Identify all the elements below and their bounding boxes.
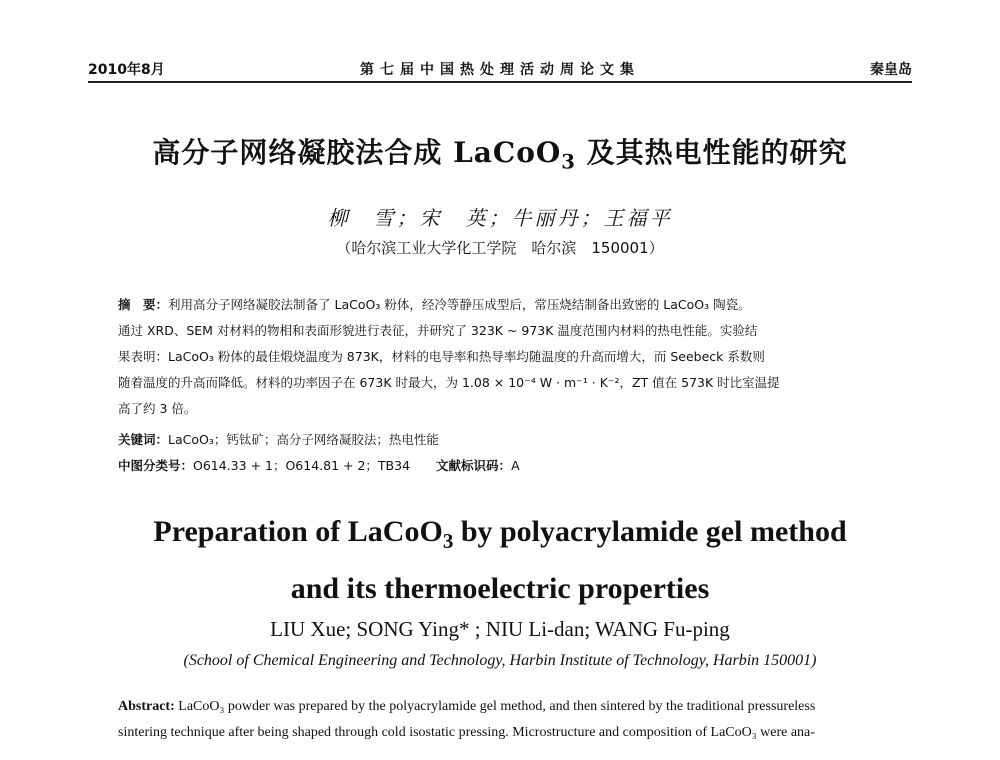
running-header — [88, 59, 912, 83]
chinese-title-subscript: 3 — [561, 150, 576, 174]
doccode-label: 文献标识码： — [436, 458, 512, 473]
classification-label: 中图分类号： — [118, 458, 194, 473]
chinese-abstract-line: 随着温度的升高而降低。材料的功率因子在 673K 时最大，为 1.08 × 10⁻⁴ W · m⁻¹ · K⁻²，ZT 值在 573K 时比室温提 — [118, 375, 780, 390]
chinese-abstract — [118, 292, 890, 422]
english-title-subscript: 3 — [442, 529, 454, 553]
english-abstract — [118, 694, 890, 746]
chinese-abstract-line: 摘 要：利用高分子网络凝胶法制备了 LaCoO₃ 粉体，经冷等静压成型后，常压烧结制备出致密的 LaCoO₃ 陶瓷。 — [118, 297, 751, 312]
english-abstract-line: Abstract: LaCoO₃ powder was prepared by the polyacrylamide gel method, and then sintered by the traditional pressureless — [118, 699, 816, 714]
english-abstract-label: Abstract: — [118, 699, 175, 714]
doccode-value: A — [511, 458, 520, 473]
header-date: 2010年8月 — [88, 62, 165, 78]
classification-value: O614.33 + 1；O614.81 + 2；TB34 — [193, 458, 411, 473]
classification-line — [118, 456, 520, 474]
chinese-abstract-label: 摘 要： — [118, 297, 169, 312]
header-location: 秦皇岛 — [870, 62, 912, 78]
chinese-abstract-line: 通过 XRD、SEM 对材料的物相和表面形貌进行表征，并研究了 323K ~ 973K 温度范围内材料的热电性能。实验结 — [118, 323, 758, 338]
keywords-value: LaCoO₃；钙钛矿；高分子网络凝胶法；热电性能 — [168, 432, 439, 447]
header-proceedings-title: 第七届中国热处理活动周论文集 — [360, 62, 640, 78]
english-abstract-line: sintering technique after being shaped through cold isostatic pressing. Microstructure and composition of LaCoO₃ were ana- — [118, 725, 815, 740]
english-title — [0, 508, 1000, 613]
english-title-line1: Preparation of LaCoO$_3$ by polyacrylamide gel method — [153, 515, 847, 553]
keywords-label: 关键词： — [118, 432, 169, 447]
chinese-title — [0, 131, 1000, 174]
chinese-title-pre: 高分子网络凝胶法合成 LaCoO — [152, 136, 562, 169]
chinese-authors: 柳 雪；宋 英；牛丽丹；王福平 — [327, 206, 673, 230]
chinese-abstract-line: 果表明：LaCoO₃ 粉体的最佳煅烧温度为 873K，材料的电导率和热导率均随温度的升高而增大，而 Seebeck 系数则 — [118, 349, 765, 364]
chinese-affiliation: （哈尔滨工业大学化工学院 哈尔滨 150001） — [336, 239, 664, 257]
english-authors: LIU Xue; SONG Ying* ; NIU Li-dan; WANG Fu-ping — [270, 617, 730, 641]
chinese-title-post: 及其热电性能的研究 — [575, 136, 848, 169]
english-title-line2: and its thermoelectric properties — [290, 572, 710, 605]
english-affiliation: (School of Chemical Engineering and Technology, Harbin Institute of Technology, Harbin 150001) — [183, 652, 817, 669]
chinese-keywords — [118, 430, 439, 448]
chinese-abstract-line: 高了约 3 倍。 — [118, 401, 197, 416]
